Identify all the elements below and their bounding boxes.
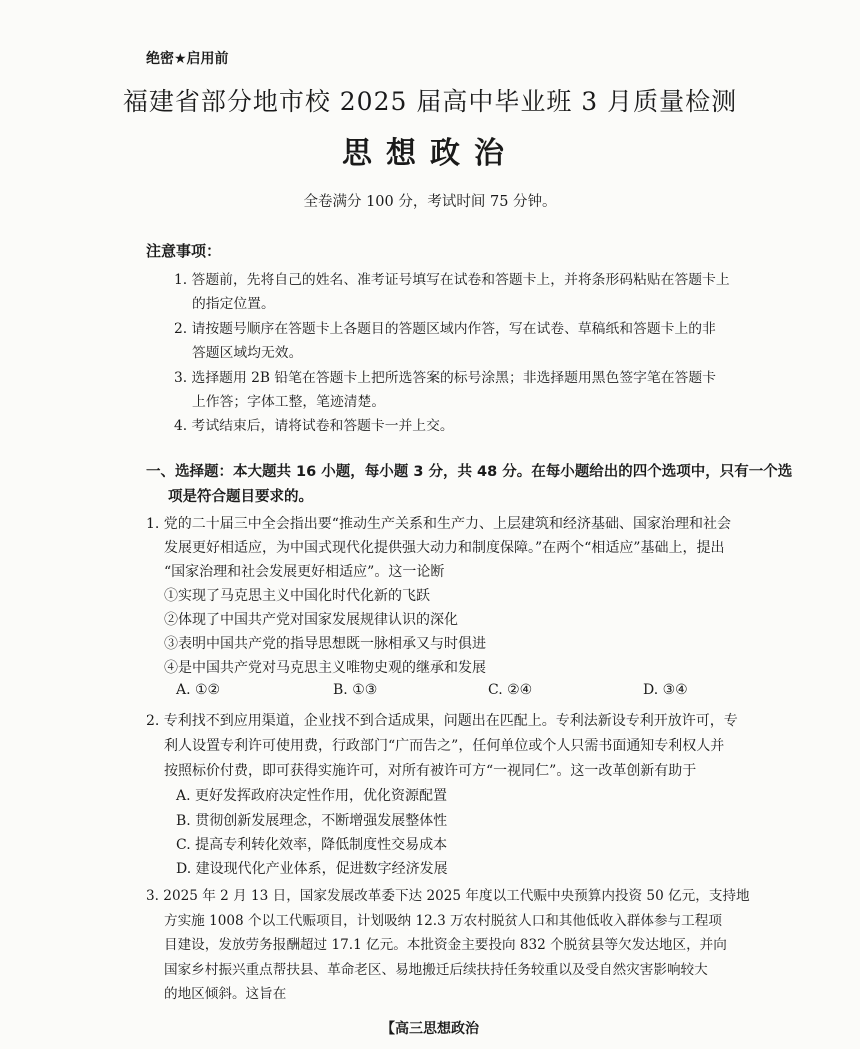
secret-label: 绝密★启用前 [146,51,229,67]
question-1-option-c[interactable]: C. ②④ [488,682,533,698]
notice-line: 的指定位置。 [192,296,275,312]
question-1-statement: ④是中国共产党对马克思主义唯物史观的继承和发展 [164,660,486,676]
section-heading: 项是符合题目要求的。 [168,489,313,505]
question-2-option-c[interactable]: C. 提高专利转化效率，降低制度性交易成本 [176,837,448,853]
question-2-stem: 2. 专利找不到应用渠道，企业找不到合适成果，问题出在匹配上。专利法新设专利开放许可，专 [146,713,738,729]
notice-line: 3. 选择题用 2B 铅笔在答题卡上把所选答案的标号涂黑；非选择题用黑色签字笔在答题卡 [174,370,716,386]
question-1-stem: 发展更好相适应，为中国式现代化提供强大动力和制度保障。”在两个“相适应”基础上，提出 [164,540,725,556]
question-1-statement: ①实现了马克思主义中国化时代化新的飞跃 [164,588,430,604]
question-2-option-a[interactable]: A. 更好发挥政府决定性作用，优化资源配置 [176,788,448,804]
question-1-option-a[interactable]: A. ①② [176,682,221,698]
notice-line: 4. 考试结束后，请将试卷和答题卡一并上交。 [174,418,454,434]
question-3-stem: 国家乡村振兴重点帮扶县、革命老区、易地搬迁后续扶持任务较重以及受自然灾害影响较大 [164,962,708,978]
question-1-stem: 1. 党的二十届三中全会指出要“推动生产关系和生产力、上层建筑和经济基础、国家治理和社会 [146,516,731,532]
question-1-statement: ②体现了中国共产党对国家发展规律认识的深化 [164,612,458,628]
question-2-stem: 利人设置专利许可使用费，行政部门“广而告之”，任何单位或个人只需书面通知专利权人并 [164,738,725,754]
question-2-option-d[interactable]: D. 建设现代化产业体系，促进数字经济发展 [176,861,448,877]
notice-line: 2. 请按题号顺序在答题卡上各题目的答题区域内作答，写在试卷、草稿纸和答题卡上的非 [174,321,716,337]
section-heading: 一、选择题：本大题共 16 小题，每小题 3 分，共 48 分。在每小题给出的四个选项中，只有一个选 [146,464,793,480]
question-2-stem: 按照标价付费，即可获得实施许可，对所有被许可方“一视同仁”。这一改革创新有助于 [164,763,697,779]
question-1-option-d[interactable]: D. ③④ [643,682,688,698]
exam-title: 福建省部分地市校 2025 届高中毕业班 3 月质量检测 [122,87,738,116]
question-1-statement: ③表明中国共产党的指导思想既一脉相承又与时俱进 [164,636,486,652]
question-3-stem: 方实施 1008 个以工代赈项目，计划吸纳 12.3 万农村脱贫人口和其他低收入群体参与工程项 [164,913,722,929]
question-3-stem: 的地区倾斜。这旨在 [164,986,287,1002]
question-1-option-b[interactable]: B. ①③ [333,682,378,698]
notice-heading: 注意事项： [146,242,222,260]
notice-line: 上作答；字体工整，笔迹清楚。 [192,394,386,410]
exam-meta: 全卷满分 100 分，考试时间 75 分钟。 [303,194,557,210]
page-footer: 【高三思想政治 [381,1021,479,1037]
question-1-stem: “国家治理和社会发展更好相适应”。这一论断 [164,564,445,580]
notice-line: 1. 答题前，先将自己的姓名、准考证号填写在试卷和答题卡上，并将条形码粘贴在答题卡上 [174,272,730,288]
question-3-stem: 3. 2025 年 2 月 13 日，国家发展改革委下达 2025 年度以工代赈中央预算内投资 50 亿元，支持地 [146,888,750,904]
question-3-stem: 目建设，发放劳务报酬超过 17.1 亿元。本批资金主要投向 832 个脱贫县等欠发达地区，并向 [164,937,727,953]
question-2-option-b[interactable]: B. 贯彻创新发展理念，不断增强发展整体性 [176,813,448,829]
notice-line: 答题区域均无效。 [192,345,303,361]
subject-title: 思想政治 [342,136,518,171]
